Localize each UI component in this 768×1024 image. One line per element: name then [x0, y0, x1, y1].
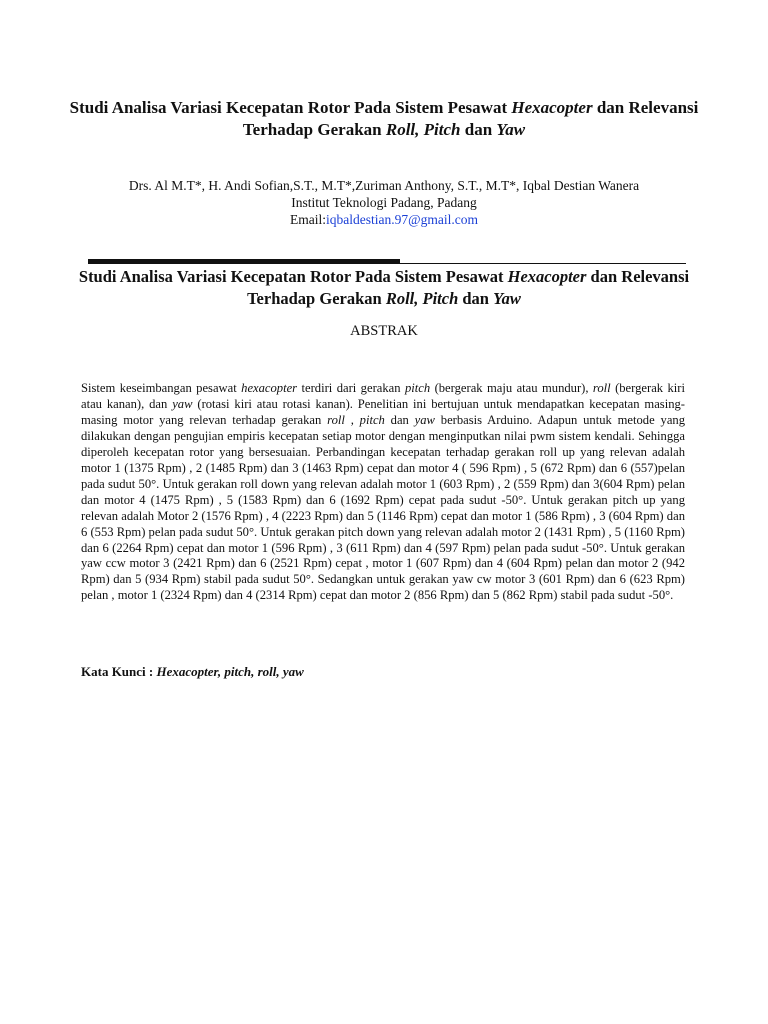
title-term-hexacopter: Hexacopter: [511, 98, 593, 117]
keywords-line: [81, 663, 685, 680]
abstract-heading: ABSTRAK: [350, 323, 418, 339]
author-names: Drs. Al M.T*, H. Andi Sofian,S.T., M.T*,Zuriman Anthony, S.T., M.T*, Iqbal Destian Wanera: [128, 178, 640, 193]
author-institution: Institut Teknologi Padang, Padang: [291, 195, 477, 210]
title-term-yaw: Yaw: [496, 120, 526, 139]
author-email-line: [60, 211, 708, 228]
keywords-values: Hexacopter, pitch, roll, yaw: [156, 664, 304, 679]
email-label: Email:: [290, 212, 327, 227]
section-term-hexacopter: Hexacopter: [507, 267, 587, 286]
email-link[interactable]: iqbaldestian.97@gmail.com: [326, 212, 478, 227]
keywords-label: Kata Kunci :: [81, 664, 157, 679]
section-title: Studi Analisa Variasi Kecepatan Rotor Pada Sistem Pesawat Hexacopter dan Relevansi Terhadap Gerakan Roll, Pitch dan Yaw: [78, 267, 690, 308]
section-term-roll-pitch: Roll, Pitch: [385, 289, 459, 308]
section-term-yaw: Yaw: [493, 289, 521, 308]
author-block: [60, 177, 708, 228]
paper-title: Studi Analisa Variasi Kecepatan Rotor Pada Sistem Pesawat Hexacopter dan Relevansi Terhadap Gerakan Roll, Pitch dan Yaw: [69, 98, 699, 139]
title-term-roll-pitch: Roll, Pitch: [385, 120, 461, 139]
abstract-body: Sistem keseimbangan pesawat hexacopter terdiri dari gerakan pitch (bergerak maju atau mundur), roll (bergerak kiri atau kanan), dan yaw (rotasi kiri atau rotasi kanan). Penelitian ini bertujuan untuk mendapatkan kecepatan masing-masing motor yang relevan terhadap gerakan roll , pitch dan yaw berbasis Arduino. Adapun untuk metode yang dilakukan dengan pengujian empiris kecepatan setiap motor dengan menginputkan nilai pwm sistem kendali. Sehingga diperoleh kecepatan rotor yang bersesuaian. Perbandingan kecepatan terhadap gerakan roll up yang relevan adalah motor 1 (1375 Rpm) , 2 (1485 Rpm) dan 3 (1463 Rpm) cepat dan motor 4 ( 596 Rpm) , 5 (672 Rpm) dan 6 (557)pelan pada sudut 50°. Untuk gerakan roll down yang relevan adalah motor 1 (603 Rpm) , 2 (559 Rpm) dan 3(604 Rpm) pelan dan motor 4 (1475 Rpm) , 5 (1583 Rpm) dan 6 (1692 Rpm) cepat pada sudut -50°. Untuk gerakan pitch up yang relevan adalah Motor 2 (1576 Rpm) , 4 (2223 Rpm) dan 5 (1146 Rpm) cepat dan motor 1 (586 Rpm) , 3 (604 Rpm) dan 6 (553 Rpm) pelan pada sudut 50°. Untuk gerakan pitch down yang relevan adalah motor 2 (1431 Rpm) , 5 (1160 Rpm) dan 6 (2264 Rpm) cepat dan motor 1 (596 Rpm) , 3 (611 Rpm) dan 4 (597 Rpm) pelan pada sudut -50°. Untuk gerakan yaw ccw motor 3 (2421 Rpm) dan 6 (2521 Rpm) cepat , motor 1 (607 Rpm) dan 4 (604 Rpm) pelan dan motor 2 (942 Rpm) dan 5 (934 Rpm) stabil pada sudut 50°. Sedangkan untuk gerakan yaw cw motor 3 (601 Rpm) dan 6 (623 Rpm) pelan , motor 1 (2324 Rpm) dan 4 (2314 Rpm) cepat dan motor 2 (856 Rpm) dan 5 (862 Rpm) stabil pada sudut -50°.: [81, 381, 685, 603]
section-divider-thin: [88, 263, 686, 264]
